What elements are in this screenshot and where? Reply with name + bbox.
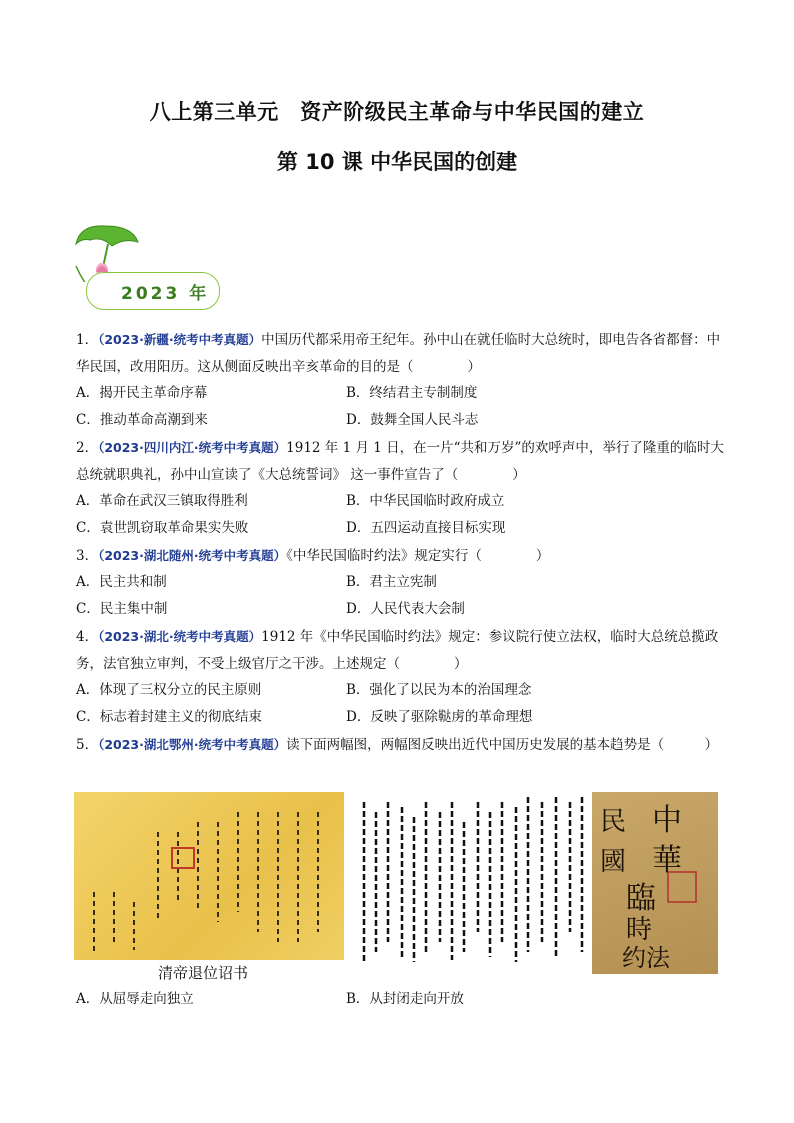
option-b: B．中华民国临时政府成立 <box>346 493 505 509</box>
svg-text:中: 中 <box>652 803 682 838</box>
question-source: （2023·新疆·统考中考真题） <box>98 332 262 347</box>
abdication-edict-image <box>74 792 344 960</box>
option-c: C．袁世凯窃取革命果实失败 <box>76 520 249 536</box>
option-d: D．鼓舞全国人民斗志 <box>346 412 479 428</box>
svg-text:民: 民 <box>600 807 627 837</box>
option-c: C．推动革命高潮到来 <box>76 412 208 428</box>
question-number: 4． <box>76 629 99 645</box>
question-stem: 中国历代都采用帝王纪年。孙中山在就任临时大总统时，即电告各省都督：中华民国，改用阳历。这从侧面反映出辛亥革命的目的是（ ） <box>76 332 721 375</box>
svg-text:國: 國 <box>600 847 627 877</box>
question-4 <box>76 623 726 678</box>
svg-text:臨: 臨 <box>626 881 656 916</box>
question-stem: 1912 年《中华民国临时约法》规定：参议院行使立法权，临时大总统总揽政务，法官独立审判，不受上级官厅之干涉。上述规定（ ） <box>76 629 719 672</box>
question-source: （2023·湖北随州·统考中考真题） <box>98 548 287 563</box>
cover-calligraphy-icon <box>592 792 718 974</box>
constitution-text-image <box>356 792 588 972</box>
image-caption: 清帝退位诏书 <box>158 964 249 982</box>
question-2 <box>76 434 726 489</box>
lesson-title: 第 10 课 中华民国的创建 <box>276 150 518 174</box>
question-number: 1． <box>76 332 99 348</box>
option-d: D．人民代表大会制 <box>346 601 465 617</box>
question-stem: 读下面两幅图，两幅图反映出近代中国历史发展的基本趋势是（ ） <box>286 737 719 753</box>
option-a: A．揭开民主革命序幕 <box>76 385 208 401</box>
printed-columns-icon <box>356 792 588 972</box>
question-source: （2023·四川内江·统考中考真题） <box>98 440 287 455</box>
question-stem: 《中华民国临时约法》规定实行（ ） <box>286 548 550 564</box>
option-a: A．革命在武汉三镇取得胜利 <box>76 493 248 509</box>
year-badge <box>86 272 220 310</box>
option-d: D．五四运动直接目标实现 <box>346 520 506 536</box>
svg-text:華: 華 <box>652 843 682 878</box>
question-number: 2． <box>76 440 99 456</box>
constitution-cover-image <box>592 792 718 974</box>
year-badge-label: 2023 年 <box>121 284 210 304</box>
option-a: A．从屈辱走向独立 <box>76 991 194 1007</box>
svg-text:约法: 约法 <box>622 944 670 972</box>
year-badge-group <box>72 222 212 312</box>
question-stem: 1912 年 1 月 1 日，在一片“共和万岁”的欢呼声中，举行了隆重的临时大总统就职典礼，孙中山宣读了《大总统誓词》 这一事件宣告了（ ） <box>76 440 724 483</box>
option-d: D．反映了驱除鞑虏的革命理想 <box>346 709 533 725</box>
option-b: B．君主立宪制 <box>346 574 437 590</box>
option-a: A．体现了三权分立的民主原则 <box>76 682 262 698</box>
question-1 <box>76 326 726 381</box>
option-b: B．终结君主专制制度 <box>346 385 478 401</box>
question-3 <box>76 542 726 570</box>
question-source: （2023·湖北鄂州·统考中考真题） <box>98 737 287 752</box>
option-b: B．强化了以民为本的治国理念 <box>346 682 532 698</box>
svg-text:時: 時 <box>626 915 653 945</box>
option-a: A．民主共和制 <box>76 574 167 590</box>
manuscript-strokes-icon <box>74 792 344 960</box>
option-c: C．标志着封建主义的彻底结束 <box>76 709 262 725</box>
option-b: B．从封闭走向开放 <box>346 991 464 1007</box>
option-c: C．民主集中制 <box>76 601 168 617</box>
question-source: （2023·湖北·统考中考真题） <box>98 629 262 644</box>
question-number: 5． <box>76 737 99 753</box>
question-number: 3． <box>76 548 99 564</box>
question-5 <box>76 731 726 759</box>
unit-title: 八上第三单元 资产阶级民主革命与中华民国的建立 <box>149 100 645 124</box>
